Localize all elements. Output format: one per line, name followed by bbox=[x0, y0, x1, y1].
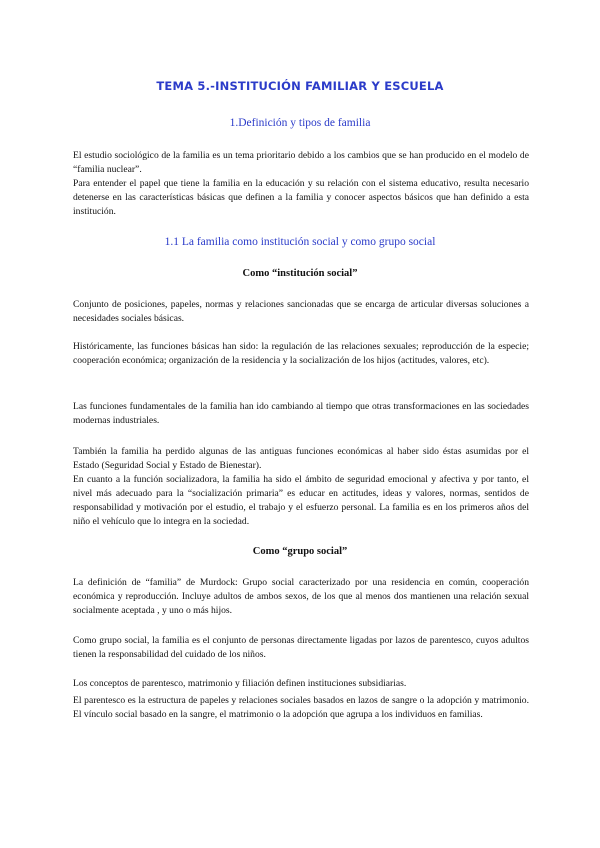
heading-grupo-social: Como “grupo social” bbox=[252, 546, 348, 557]
paragraph: También la familia ha perdido algunas de las antiguas funciones económicas al haber sido éstas asumidas por el Estado (Seguridad Social y Estado de Bienestar). bbox=[73, 446, 529, 471]
subsection-heading-institucion-grupo: 1.1 La familia como institución social y como grupo social bbox=[164, 236, 436, 248]
paragraph: La definición de “familia” de Murdock: Grupo social caracterizado por una residencia en común, cooperación económica y reproducción. Incluye adultos de ambos sexos, de los que al menos dos mantienen una relación sexual socialmente aceptada , y uno o más hijos. bbox=[73, 577, 529, 616]
paragraph: Las funciones fundamentales de la familia han ido cambiando al tiempo que otras transformaciones en las sociedades modernas industriales. bbox=[73, 401, 529, 426]
paragraph: Conjunto de posiciones, papeles, normas y relaciones sancionadas que se encarga de articular diversas soluciones a necesidades sociales básicas. bbox=[73, 299, 529, 324]
heading-institucion-social: Como “institución social” bbox=[242, 268, 358, 279]
paragraph: Como grupo social, la familia es el conjunto de personas directamente ligadas por lazos de parentesco, cuyos adultos tienen la responsabilidad del cuidado de los niños. bbox=[73, 635, 529, 660]
section-heading-definicion: 1.Definición y tipos de familia bbox=[229, 117, 371, 129]
paragraph: El parentesco es la estructura de papeles y relaciones sociales basados en lazos de sangre o la adopción y matrimonio. El vínculo social basado en la sangre, el matrimonio o la adopción que agrupa a los individuos en familias. bbox=[73, 695, 529, 720]
document-title: TEMA 5.-INSTITUCIÓN FAMILIAR Y ESCUELA bbox=[156, 79, 444, 93]
paragraph: Los conceptos de parentesco, matrimonio y filiación definen instituciones subsidiarias. bbox=[73, 678, 407, 689]
paragraph: Históricamente, las funciones básicas han sido: la regulación de las relaciones sexuales; reproducción de la especie; cooperación económica; organización de la residencia y la socialización de los hijos (actitudes, valores, etc). bbox=[73, 341, 529, 366]
paragraph: Para entender el papel que tiene la familia en la educación y su relación con el sistema educativo, resulta necesario detenerse en las características básicas que definen a la familia y conocer aspectos básicos que han definido a esta institución. bbox=[73, 178, 529, 217]
paragraph: El estudio sociológico de la familia es un tema prioritario debido a los cambios que se han producido en el modelo de “familia nuclear”. bbox=[73, 150, 529, 175]
paragraph: En cuanto a la función socializadora, la familia ha sido el ámbito de seguridad emocional y afectiva y por tanto, el nivel más adecuado para la “socialización primaria” es educar en actitudes, ideas y valores, normas, sentidos de responsabilidad y motivación por el estudio, el trabajo y el esfuerzo personal. La familia es en los primeros años del niño el vehículo que lo integra en la sociedad. bbox=[73, 474, 529, 527]
